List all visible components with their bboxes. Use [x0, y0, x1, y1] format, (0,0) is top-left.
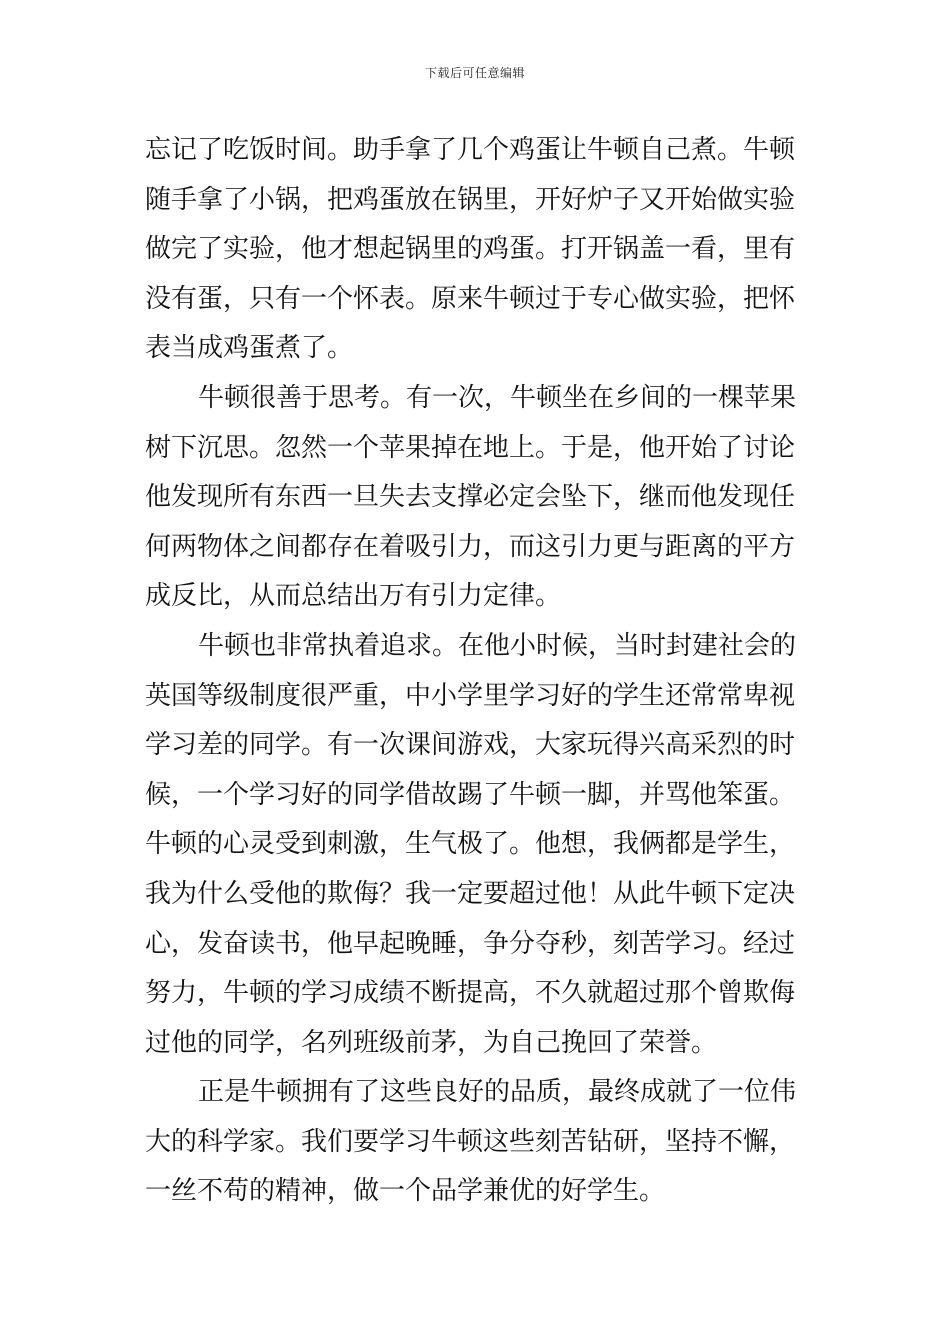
text-line: 牛顿的心灵受到刺激，生气极了。他想，我俩都是学生，: [145, 829, 796, 860]
text-line: 他发现所有东西一旦失去支撑必定会坠下，继而他发现任: [145, 482, 796, 513]
text-line: 何两物体之间都存在着吸引力，而这引力更与距离的平方: [145, 531, 796, 562]
text-line: 忘记了吃饭时间。助手拿了几个鸡蛋让牛顿自己煮。牛顿: [145, 135, 796, 165]
text-line: 表当成鸡蛋煮了。: [145, 333, 354, 364]
text-line: 大的科学家。我们要学习牛顿这些刻苦钻研，坚持不懈，: [145, 1126, 796, 1157]
text-line: 树下沉思。忽然一个苹果掉在地上。于是，他开始了讨论: [145, 432, 796, 463]
header-note: 下载后可任意编辑: [424, 66, 525, 80]
text-line: 牛顿也非常执着追求。在他小时候，当时封建社会的: [198, 630, 797, 661]
text-line: 一丝不苟的精神，做一个品学兼优的好学生。: [145, 1176, 666, 1207]
text-line: 学习差的同学。有一次课间游戏，大家玩得兴高采烈的时: [145, 730, 796, 761]
text-line: 做完了实验，他才想起锅里的鸡蛋。打开锅盖一看，里有: [145, 234, 796, 265]
text-line: 英国等级制度很严重，中小学里学习好的学生还常常卑视: [145, 680, 796, 711]
text-line: 我为什么受他的欺侮？我一定要超过他！从此牛顿下定决: [145, 878, 796, 909]
text-line: 过他的同学，名列班级前茅，为自己挽回了荣誉。: [145, 1027, 718, 1058]
paragraph-3: [145, 622, 810, 1068]
text-line: 正是牛顿拥有了这些良好的品质，最终成就了一位伟: [198, 1077, 797, 1108]
text-line: 没有蛋，只有一个怀表。原来牛顿过于专心做实验，把怀: [145, 283, 796, 314]
body-text: [145, 126, 810, 1217]
paragraph-1: [145, 126, 810, 374]
text-line: 随手拿了小锅，把鸡蛋放在锅里，开好炉子又开始做实验: [145, 184, 796, 215]
text-line: 心，发奋读书，他早起晚睡，争分夺秒，刻苦学习。经过: [145, 928, 796, 959]
text-line: 努力，牛顿的学习成绩不断提高，不久就超过那个曾欺侮: [145, 978, 796, 1009]
text-line: 成反比，从而总结出万有引力定律。: [145, 581, 562, 612]
paragraph-2: [145, 374, 810, 622]
paragraph-4: [145, 1068, 810, 1217]
text-line: 牛顿很善于思考。有一次，牛顿坐在乡间的一棵苹果: [198, 382, 797, 413]
text-line: 候，一个学习好的同学借故踢了牛顿一脚，并骂他笨蛋。: [145, 779, 796, 810]
